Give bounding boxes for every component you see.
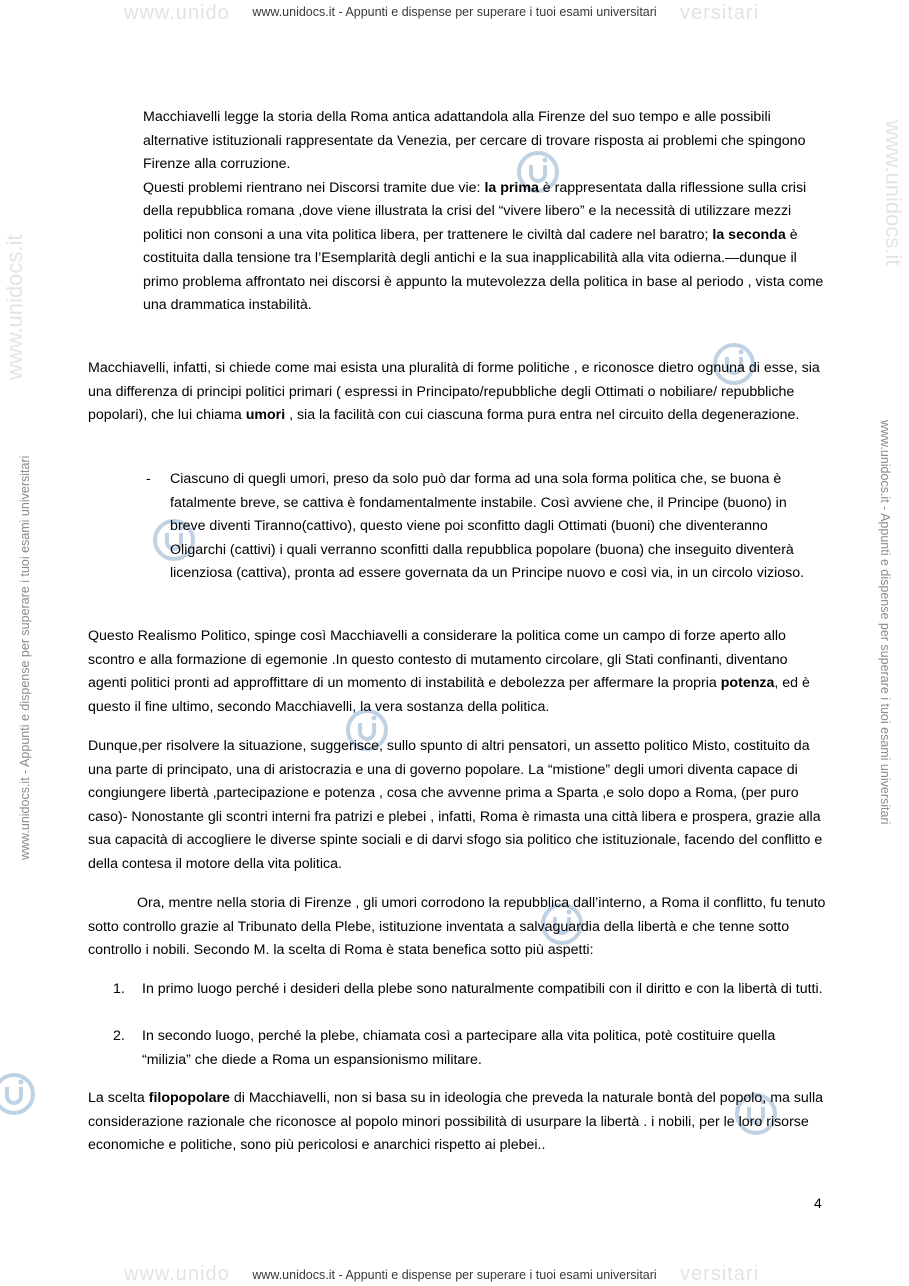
intro-paragraph-2 bbox=[143, 177, 827, 318]
paragraph-umori bbox=[88, 357, 828, 428]
list-item-text: In primo luogo perché i desideri della plebe sono naturalmente compatibili con il diritto e con la libertà di tutti. bbox=[142, 981, 823, 997]
dash-marker: - bbox=[146, 471, 151, 487]
list-item bbox=[113, 978, 825, 1002]
list-item-text: In secondo luogo, perché la plebe, chiamata così a partecipare alla vita politica, potè costituire quella “milizia” che diede a Roma un espansionismo militare. bbox=[142, 1028, 776, 1068]
watermark-ghost-right-bottom: versitari bbox=[680, 1263, 760, 1285]
watermark-ghost-left: www.unido bbox=[124, 2, 230, 24]
bold-term: la prima bbox=[484, 179, 539, 196]
side-watermark-right: www.unidocs.it - Appunti e dispense per superare i tuoi esami universitari bbox=[878, 420, 892, 825]
dash-list-item bbox=[146, 468, 816, 586]
text-run: Macchiavelli, infatti, si chiede come mai esista una pluralità di forme politiche , e riconosce dietro ognuna di esse, sia una differenza di principi politici primari ( espressi in Principato/repubbliche degli Ottimati o nobiliare/ repubbliche popolari), che lui chiama bbox=[88, 360, 820, 423]
side-ghost-left: www.unidocs.it bbox=[2, 234, 27, 380]
paragraph-misto bbox=[88, 735, 828, 876]
paragraph-filopopolare bbox=[88, 1087, 828, 1158]
paragraph-text: Dunque,per risolvere la situazione, suggerisce, sullo spunto di altri pensatori, un assetto politico Misto, costituito da una parte di principato, una di aristocrazia e una di governo popolare. La “mistione” degli umori diventa capace di congiungere libertà ,partecipazione e potenza , cosa che avvenne prima a Sparta ,e solo dopo a Roma, (per puro caso)- Nonostante gli scontri interni fra patrizi e plebei , infatti, Roma è rimasta una città libera e prospera, grazie alla sua capacità di accogliere le diverse spinte sociali e di darvi sfogo sia politico che istituzionale, facendo del conflitto e della contesa il motore della vita politica. bbox=[88, 738, 823, 872]
header-watermark: www.unidocs.it - Appunti e dispense per superare i tuoi esami universitari bbox=[252, 5, 657, 19]
text-run: , sia la facilità con cui ciascuna forma pura entra nel circuito della degenerazione. bbox=[285, 407, 800, 423]
unidocs-logo-icon bbox=[0, 1072, 36, 1116]
watermark-ghost-left-bottom: www.unido bbox=[124, 1263, 230, 1285]
text-run: , ed è questo il fine ultimo, secondo Macchiavelli, la vera sostanza della politica. bbox=[88, 675, 810, 715]
list-number: 2. bbox=[113, 1028, 125, 1044]
list-item bbox=[113, 1025, 825, 1072]
dash-item-text: Ciascuno di quegli umori, preso da solo può dar forma ad una sola forma politica che, se buona è fatalmente breve, se cattiva è fondamentalmente instabile. Così avviene che, il Principe (buono) in breve diventi Tiranno(cattivo), questo viene poi sconfitto dagli Ottimati (buoni) che diventeranno Oligarchi (cattivi) i quali verranno sconfitti dalla repubblica popolare (buona) che inseguito diventerà licenziosa (cattiva), pronta ad essere governata da un Principe nuovo e così via, in un circolo vizioso. bbox=[170, 471, 805, 581]
paragraph-text: Ora, mentre nella storia di Firenze , gli umori corrodono la repubblica dall’interno, a Roma il conflitto, fu tenuto sotto controllo grazie al Tribunato della Plebe, istituzione inventata a salvaguardia della libertà e che tenne sotto controllo i nobili. Secondo M. la scelta di Roma è stata benefica sotto più aspetti: bbox=[88, 895, 826, 958]
text-run: è costituita dalla tensione tra l’Esemplarità degli antichi e la sua inapplicabilità alla vita odierna.—dunque il primo problema affrontato nei discorsi è appunto la mutevolezza della politica in base al periodo , vista come una drammatica instabilità. bbox=[143, 226, 824, 313]
bold-term: umori bbox=[245, 407, 286, 423]
page-number: 4 bbox=[814, 1195, 822, 1211]
text-run: Questi problemi rientrano nei Discorsi tramite due vie: bbox=[143, 179, 485, 196]
text-run: Questo Realismo Politico, spinge così Macchiavelli a considerare la politica come un campo di forze aperto allo scontro e alla formazione di egemonie .In questo contesto di mutamento circolare, gli Stati confinanti, diventano agenti politici pronti ad approffittare di un momento di instabilità e debolezza per affermare la propria bbox=[88, 628, 788, 691]
side-ghost-right: www.unidocs.it bbox=[881, 120, 906, 266]
footer-watermark: www.unidocs.it - Appunti e dispense per superare i tuoi esami universitari bbox=[252, 1268, 657, 1282]
text-run: La scelta bbox=[88, 1090, 149, 1106]
paragraph-realismo bbox=[88, 625, 828, 719]
bold-term: potenza bbox=[720, 675, 775, 691]
intro-block bbox=[143, 106, 827, 318]
paragraph-firenze-roma bbox=[88, 892, 828, 963]
text-run: di Macchiavelli, non si basa su in ideologia che preveda la naturale bontà del popolo, ma sulla considerazione razionale che riconosce al popolo minori possibilità di usurpare la libertà . i nobili, per le loro risorse economiche e politiche, sono più pericolosi e anarchici rispetto ai plebei.. bbox=[88, 1090, 824, 1153]
bold-term: filopopolare bbox=[148, 1090, 230, 1106]
watermark-ghost-right: versitari bbox=[680, 2, 760, 24]
list-number: 1. bbox=[113, 981, 125, 997]
side-watermark-left: www.unidocs.it - Appunti e dispense per superare i tuoi esami universitari bbox=[18, 455, 32, 860]
intro-paragraph-1: Macchiavelli legge la storia della Roma antica adattandola alla Firenze del suo tempo e alle possibili alternative istituzionali rappresentate da Venezia, per cercare di trovare risposta ai problemi che spingono Firenze alla corruzione. bbox=[143, 109, 806, 172]
bold-term: la seconda bbox=[712, 226, 786, 243]
text-run: è rappresentata dalla riflessione sulla crisi della repubblica romana ,dove viene illustrata la crisi del “vivere libero” e la necessità di utilizzare mezzi politici non consoni a una vita politica libera, per trattenere le civiltà dal cadere nel baratro; bbox=[143, 179, 807, 243]
